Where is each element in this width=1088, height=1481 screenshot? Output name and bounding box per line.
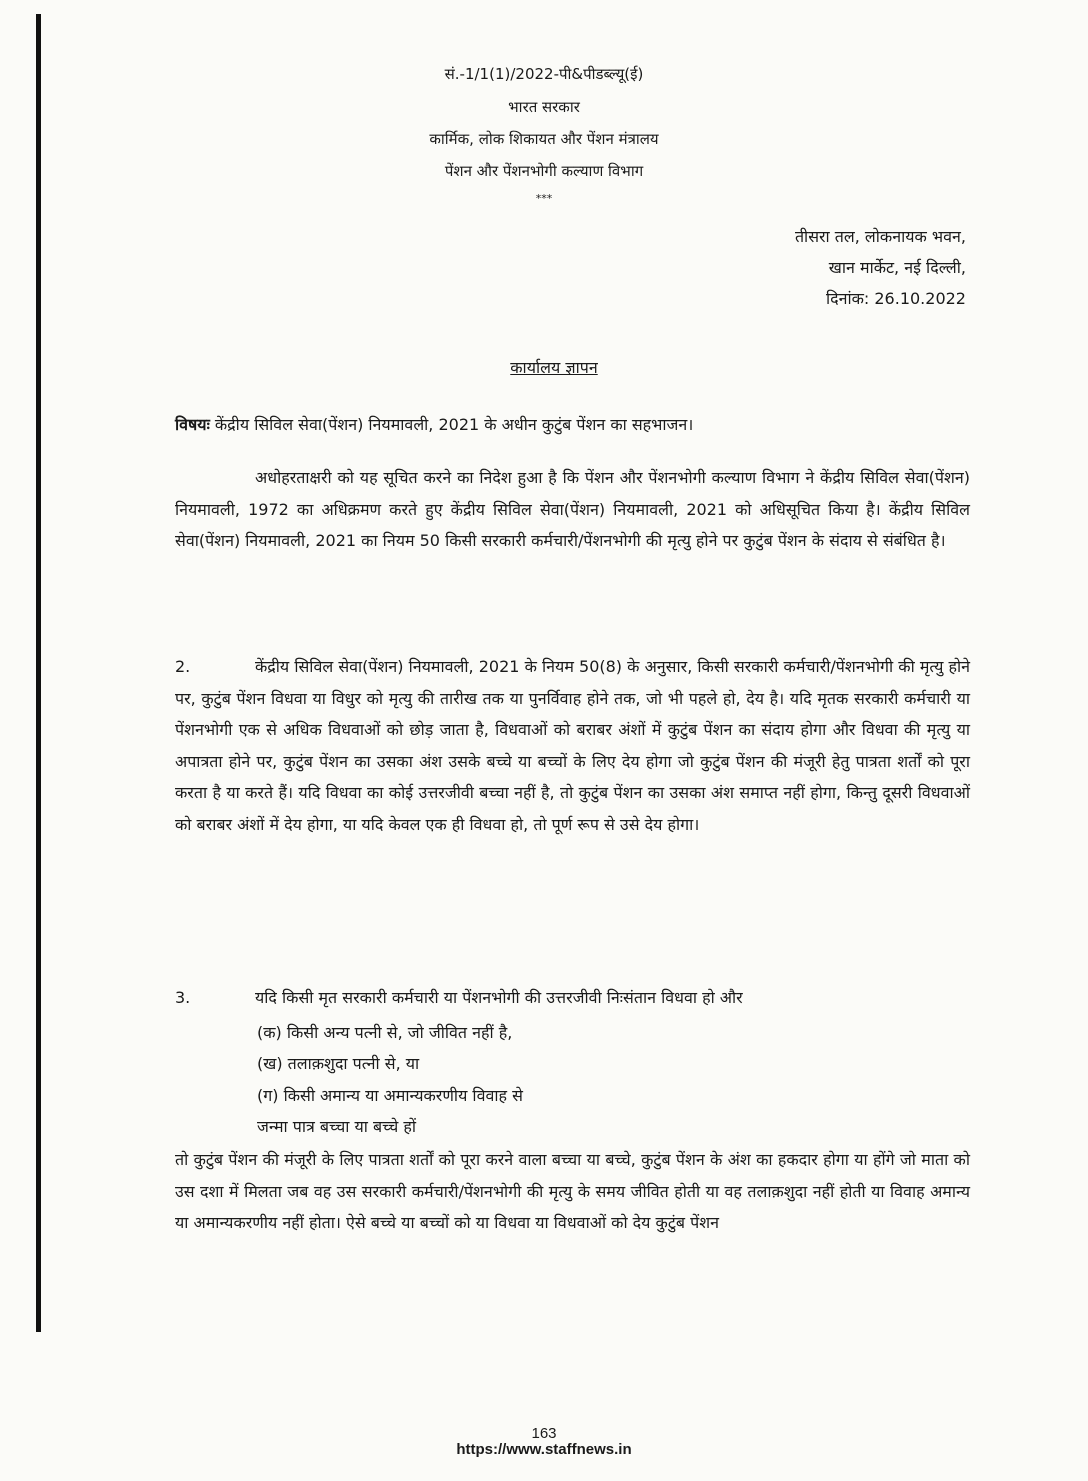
subject-line (175, 413, 975, 435)
paragraph-1: अधोहरताक्षरी को यह सूचित करने का निदेश हुआ है कि पेंशन और पेंशनभोगी कल्याण विभाग ने केंद्रीय सिविल सेवा(पेंशन) नियमावली, 1972 का अधिक्रमण करते हुए केंद्रीय सिविल सेवा(पेंशन) नियमावली, 2021 को अधिसूचित किया है। केंद्रीय सिविल सेवा(पेंशन) नियमावली, 2021 का नियम 50 किसी सरकारी कर्मचारी/पेंशनभोगी की मृत्यु होने पर कुटुंब पेंशन के संदाय से संबंधित है। (175, 468, 970, 550)
separator-stars: *** (535, 192, 553, 205)
footer-url: https://www.staffnews.in (456, 1441, 632, 1458)
department-name: पेंशन और पेंशनभोगी कल्याण विभाग (444, 162, 644, 180)
paragraph-2 (175, 651, 970, 840)
paragraph-3-intro (175, 982, 970, 1014)
address-line-1: तीसरा तल, लोकनायक भवन, (794, 227, 966, 246)
paragraph-2-number: 2. (175, 657, 191, 676)
paragraph-3-intro-text: यदि किसी मृत सरकारी कर्मचारी या पेंशनभोगी की उत्तरजीवी निःसंतान विधवा हो और (255, 988, 743, 1007)
binding-edge (36, 14, 41, 1332)
paragraph-3-item-ga: (ग) किसी अमान्य या अमान्यकरणीय विवाह से (257, 1086, 523, 1105)
subject-text: केंद्रीय सिविल सेवा(पेंशन) नियमावली, 2021 के अधीन कुटुंब पेंशन का सहभाजन। (209, 415, 694, 434)
address-line-2: खान मार्केट, नई दिल्ली, (828, 258, 966, 277)
paragraph-3-tail: जन्मा पात्र बच्चा या बच्चे हों (257, 1117, 417, 1136)
page-number: 163 (531, 1425, 557, 1442)
document-title: कार्यालय ज्ञापन (510, 358, 598, 377)
paragraph-2-text: केंद्रीय सिविल सेवा(पेंशन) नियमावली, 2021 के नियम 50(8) के अनुसार, किसी सरकारी कर्मचारी/पेंशनभोगी की मृत्यु होने पर, कुटुंब पेंशन विधवा या विधुर को मृत्यु की तारीख तक या पुनर्विवाह होने तक, जो भी पहले हो, देय है। यदि मृतक सरकारी कर्मचारी या पेंशनभोगी एक से अधिक विधवाओं को छोड़ जाता है, विधवाओं को बराबर अंशों में कुटुंब पेंशन का संदाय होगा और विधवा की मृत्यु या अपात्रता होने पर, कुटुंब पेंशन का उसका अंश उसके बच्चे या बच्चों के लिए देय होगा जो कुटुंब पेंशन की मंजूरी हेतु पात्रता शर्तों को पूरा करता है या करते हैं। यदि विधवा का कोई उत्तरजीवी बच्चा नहीं है, तो कुटुंब पेंशन का उसका अंश समाप्त नहीं होगा, किन्तु दूसरी विधवाओं को बराबर अंशों में देय होगा, या यदि केवल एक ही विधवा हो, तो पूर्ण रूप से उसे देय होगा। (175, 657, 970, 834)
paragraph-3-number: 3. (175, 988, 191, 1007)
subject-label: विषयः (175, 415, 210, 434)
document-date: दिनांक: 26.10.2022 (825, 289, 966, 308)
ministry-name: कार्मिक, लोक शिकायत और पेंशन मंत्रालय (429, 130, 659, 148)
paragraph-3-item-kha: (ख) तलाक़शुदा पत्नी से, या (257, 1054, 420, 1073)
reference-number: सं.-1/1(1)/2022-पी&पीडब्ल्यू(ई) (444, 65, 644, 83)
paragraph-3-item-ka: (क) किसी अन्य पत्नी से, जो जीवित नहीं है, (257, 1023, 513, 1042)
government-name: भारत सरकार (508, 98, 580, 116)
paragraph-3-continuation: तो कुटुंब पेंशन की मंजूरी के लिए पात्रता शर्तों को पूरा करने वाला बच्चा या बच्चे, कुटुंब पेंशन के अंश का हकदार होगा या होंगे जो माता को उस दशा में मिलता जब वह उस सरकारी कर्मचारी/पेंशनभोगी की मृत्यु के समय जीवित होती या वह तलाक़शुदा नहीं होती या विवाह अमान्य या अमान्यकरणीय नहीं होता। ऐसे बच्चे या बच्चों को या विधवा या विधवाओं को देय कुटुंब पेंशन (175, 1150, 970, 1232)
